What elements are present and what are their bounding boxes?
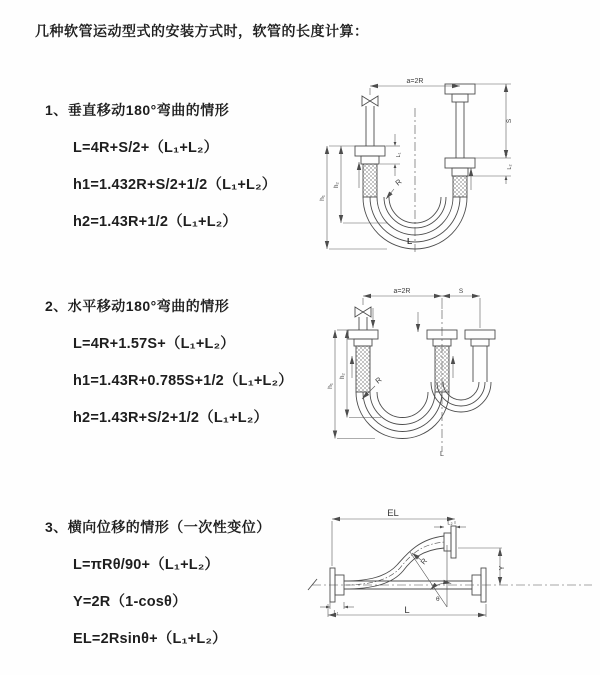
formula-line: Y=2R（1-cosθ） — [73, 594, 187, 610]
hose-wall — [344, 548, 444, 589]
angle-label: θ — [436, 596, 440, 603]
diagram-vertical-bend — [315, 72, 600, 257]
dim-label-l2: L₂ — [447, 520, 453, 527]
formula-line: L=4R+S/2+（L₁+L₂） — [73, 140, 219, 156]
formula-line: L=πRθ/90+（L₁+L₂） — [73, 557, 220, 573]
dim-label-l1: L₁ — [333, 610, 339, 616]
break-symbol — [308, 579, 317, 590]
dim-label-l2: L₂ — [507, 164, 513, 170]
braided-hose — [363, 164, 377, 197]
dimension-labels — [319, 78, 513, 246]
radius-label: R — [418, 556, 430, 567]
right-flange — [465, 330, 495, 339]
formula-line: h1=1.43R+0.785S+1/2（L₁+L₂） — [73, 373, 293, 389]
diagram-horizontal-bend — [315, 282, 600, 462]
right-lower-flange — [445, 158, 475, 168]
braided-hose — [453, 176, 467, 197]
section1-heading: 1、垂直移动180°弯曲的情形 — [45, 102, 230, 118]
dim-label-l1: L₁ — [396, 152, 402, 158]
diagram-lateral-displacement — [300, 505, 600, 655]
dimension-lines — [327, 84, 511, 249]
construction-line — [410, 552, 447, 607]
hose-drawing — [348, 307, 495, 452]
hose-drawing — [355, 84, 475, 252]
dim-label-h2: h₂ — [340, 373, 346, 379]
formula-line: h1=1.432R+S/2+1/2（L₁+L₂） — [73, 177, 277, 193]
hose-wall — [344, 536, 444, 581]
dim-label-a2r: a=2R — [393, 288, 411, 295]
formula-line: EL=2Rsinθ+（L₁+L₂） — [73, 631, 227, 647]
radius-label: R — [393, 177, 404, 188]
dimension-labels — [334, 508, 506, 616]
valve-icon — [362, 96, 378, 106]
dim-label-y: Y — [499, 565, 506, 571]
left-flange — [355, 146, 385, 156]
dim-label-el: EL — [387, 508, 399, 519]
right-top-flange — [445, 84, 475, 94]
dim-label-h1: h₁ — [319, 195, 326, 201]
section-horizontal-bend — [45, 296, 293, 427]
radius-label: R — [373, 375, 384, 386]
dim-label-s: S — [506, 118, 513, 124]
section-vertical-bend — [45, 100, 276, 231]
formula-line: h2=1.43R+S/2+1/2（L₁+L₂） — [73, 410, 269, 426]
page-title: 几种软管运动型式的安装方式时，软管的长度计算： — [35, 23, 369, 39]
dim-label-s: S — [458, 288, 464, 295]
valve-icon — [355, 307, 371, 317]
radius-leader — [386, 189, 394, 199]
section2-heading: 2、水平移动180°弯曲的情形 — [45, 298, 230, 314]
length-label: L — [407, 236, 413, 246]
section3-heading: 3、横向位移的情形（一次性变位） — [45, 519, 271, 535]
length-label: L — [404, 605, 410, 616]
dim-label-a2r: a=2R — [406, 78, 424, 85]
dim-label-h1: h₁ — [327, 383, 334, 389]
dimension-lines — [320, 519, 502, 617]
hose-drawing — [308, 526, 592, 607]
braided-hose — [356, 346, 370, 392]
formula-line: h2=1.43R+1/2（L₁+L₂） — [73, 214, 238, 230]
length-label: L — [440, 451, 444, 458]
left-flange — [348, 330, 378, 339]
dim-label-h2: h₂ — [334, 182, 340, 188]
section-lateral-displacement — [45, 517, 271, 648]
upper-flange — [451, 526, 456, 558]
formula-line: L=4R+1.57S+（L₁+L₂） — [73, 336, 235, 352]
